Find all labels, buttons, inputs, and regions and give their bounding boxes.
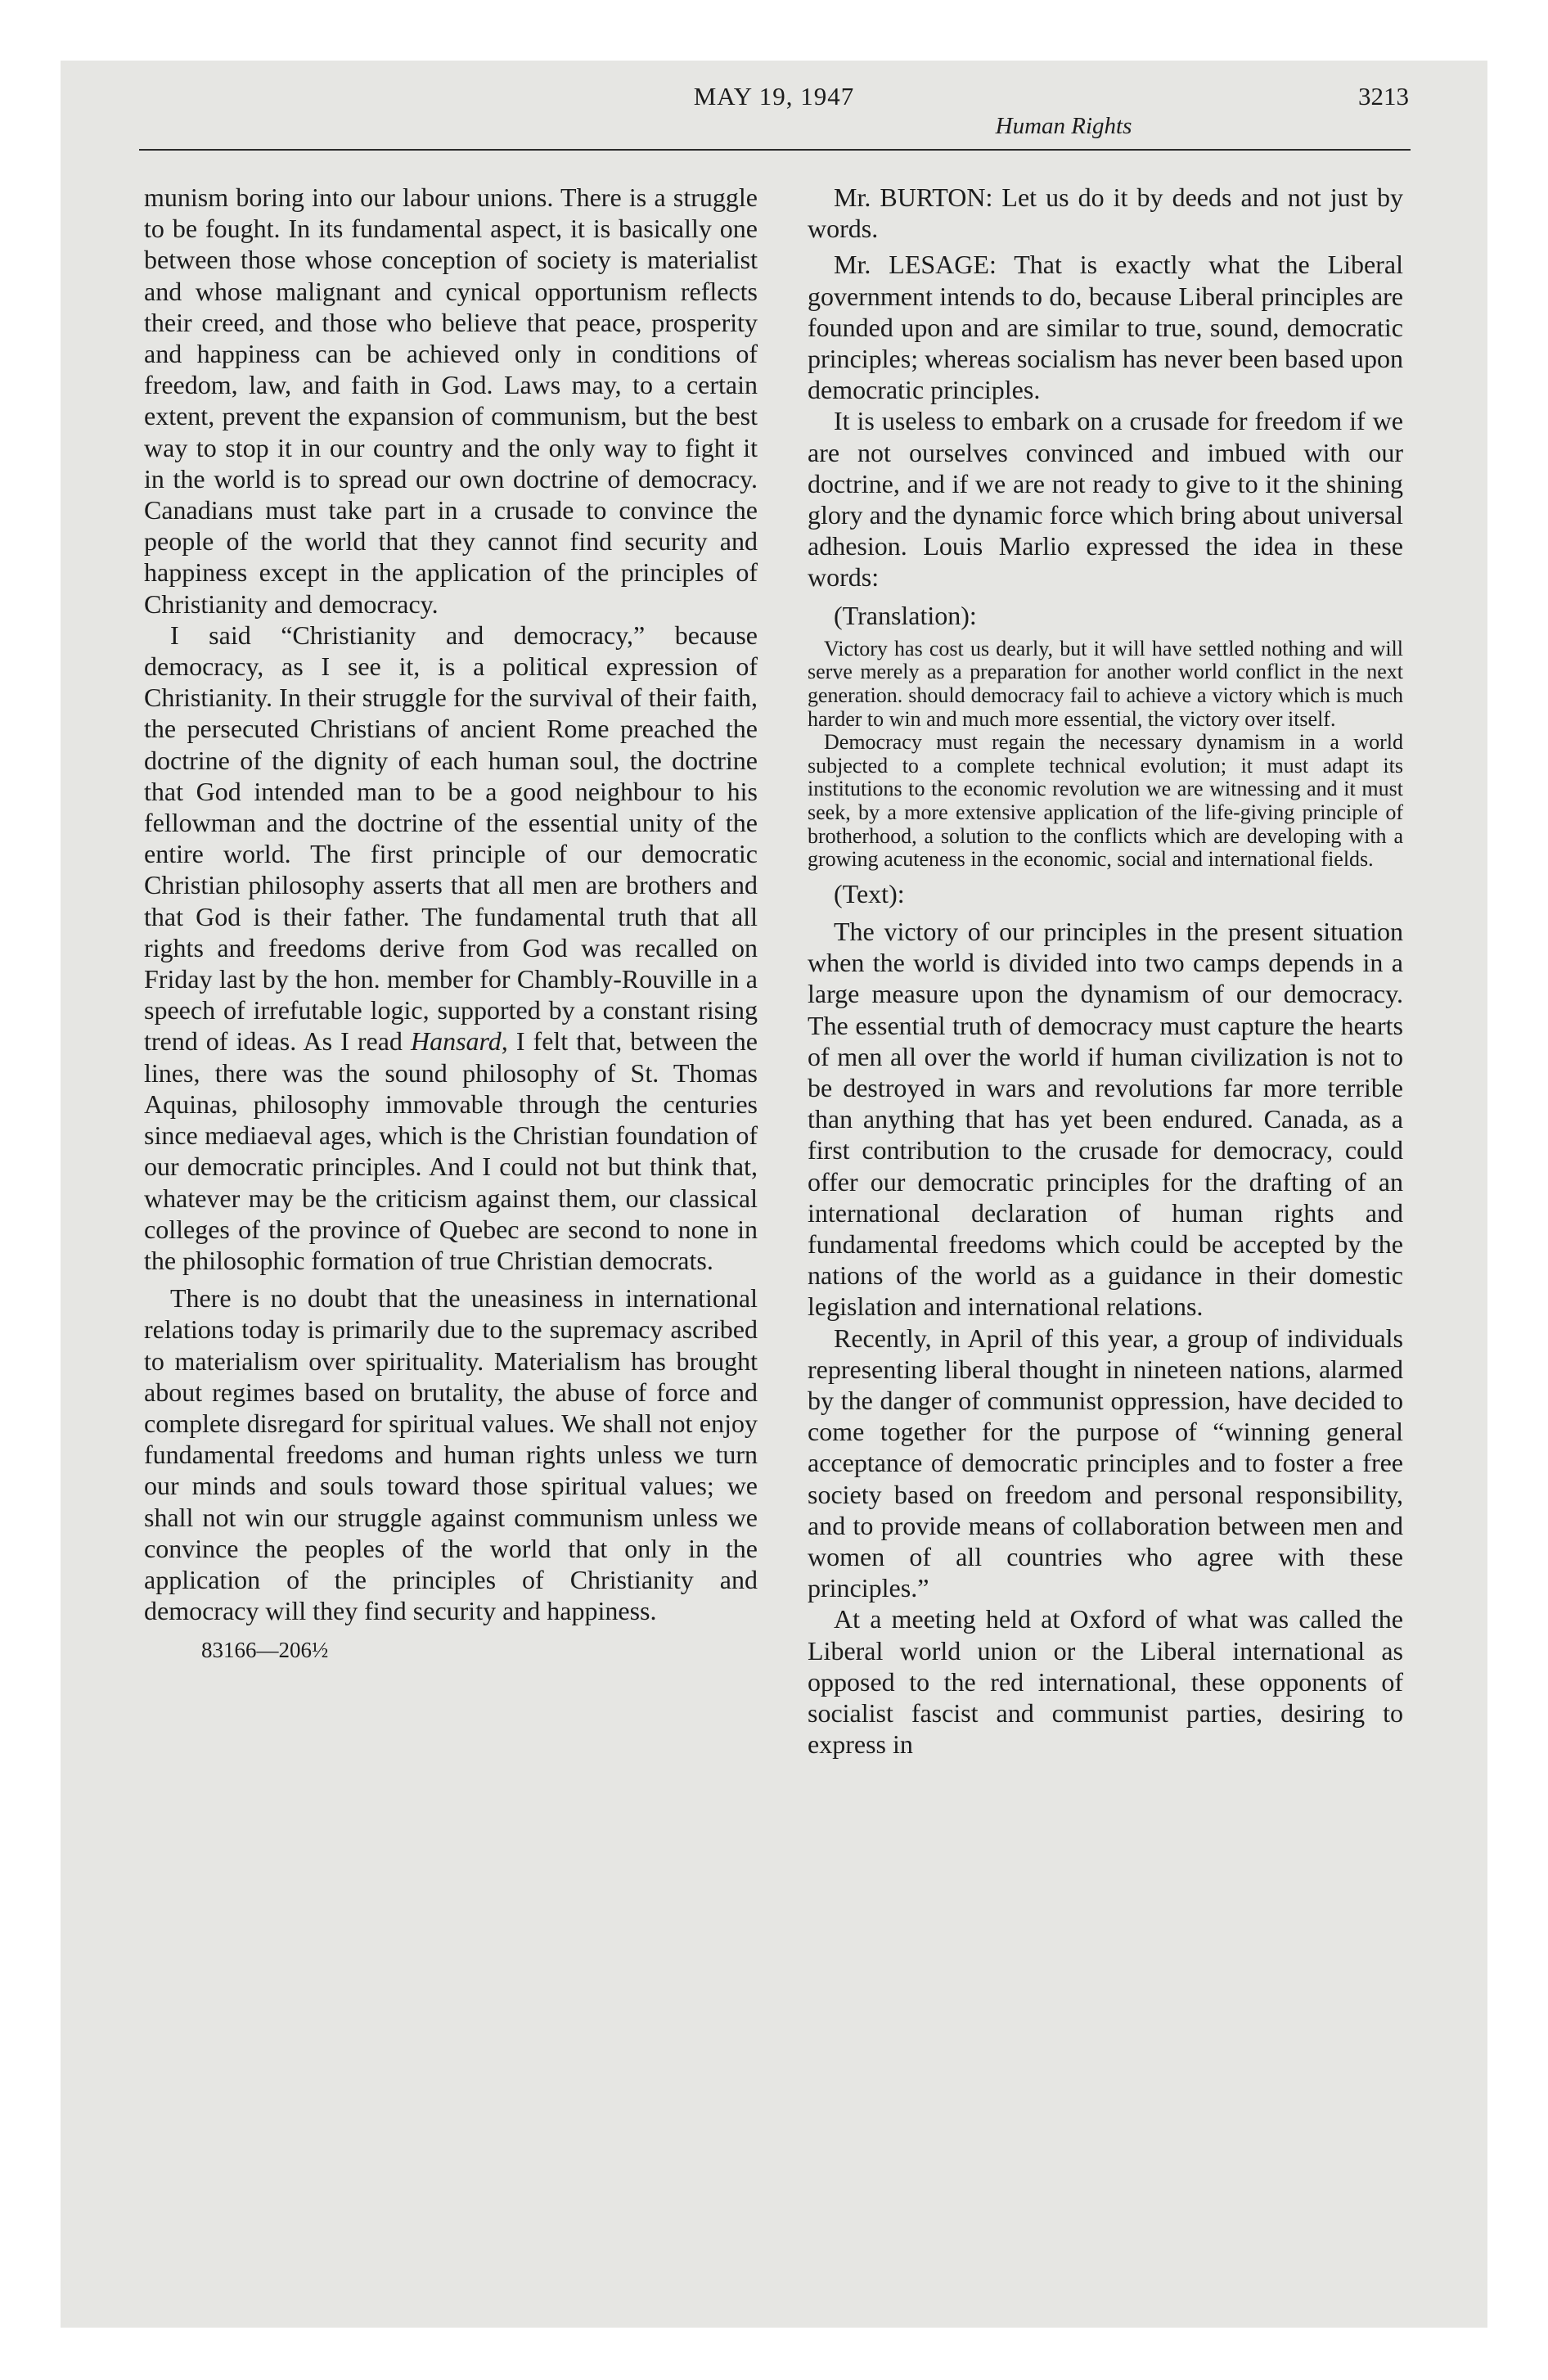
header-rule	[139, 149, 1411, 151]
right-paragraph-oxford: At a meeting held at Oxford of what was called the Liberal world union or the Liberal international as opposed to the red international, these opponents of socialist fascist and communist parties, desiring to express in	[808, 1604, 1403, 1760]
header-section-title: Human Rights	[995, 113, 1132, 139]
left-paragraph-3: There is no doubt that the uneasiness in international relations today is primarily due to the supremacy ascribed to materialism over spirituality. Materialism has brought about regimes based on brutality, the abuse of force and complete disregard for spiritual values. We shall not enjoy fundamental freedoms and human rights unless we turn our minds and souls toward those spiritual values; we shall not win our struggle against communism unless we convince the peoples of the world that only in the application of the principles of Christianity and democracy will they find security and happiness.	[144, 1283, 758, 1626]
left-paragraph-1: munism boring into our labour unions. There is a struggle to be fought. In its fundamental aspect, it is basically one between those whose conception of society is materialist and whose malignant and cynical opportunism reflects their creed, and those who believe that peace, prosperity and happiness can be achieved only in conditions of freedom, law, and faith in God. Laws may, to a certain extent, prevent the expansion of communism, but the best way to stop it in our country and the only way to fight it in the world is to spread our own doctrine of democracy. Canadians must take part in a crusade to convince the people of the world that they cannot find security and happiness except in the application of the principles of Christianity and democracy.	[144, 183, 758, 619]
text-label: (Text):	[834, 878, 905, 908]
quote-paragraph-1: Victory has cost us dearly, but it will have settled nothing and will serve merely as a preparation for another world conflict in the next generation. should democracy fail to achieve a victory which is much harder to win and much more essential, the victory over itself.	[808, 636, 1403, 731]
hansard-italic: Hansard,	[410, 1026, 508, 1057]
right-paragraph-victory: The victory of our principles in the present situation when the world is divided into two camps depends in a large measure upon the dynamism of our democracy. The essential truth of democracy must capture the hearts of men all over the world if human civilization is not to be destroyed in wars and revolutions far more terrible than anything that has yet been endured. Canada, as a first contribution to the crusade for democracy, could offer our democratic principles for the drafting of an international declaration of human rights and fundamental freedoms which could be accepted by the nations of the world as a guidance in their domestic legislation and international relations.	[808, 916, 1403, 1322]
translation-label: (Translation):	[834, 600, 977, 630]
page-number: 3213	[1358, 82, 1409, 110]
right-paragraph-crusade: It is useless to embark on a crusade for freedom if we are not ourselves convinced and imbued with our doctrine, and if we are not ready to give to it the shining glory and the dynamic force which bring about universal adhesion. Louis Marlio expressed the idea in these words:	[808, 406, 1403, 593]
quote-paragraph-2: Democracy must regain the necessary dynamism in a world subjected to a complete technical evolution; it must adapt its institutions to the economic revolution we are witnessing and it must seek, by a more extensive application of the life-giving principle of brotherhood, a solution to the conflicts which are developing with a growing acuteness in the economic, social and international fields.	[808, 730, 1403, 872]
header-date: MAY 19, 1947	[693, 82, 855, 110]
right-paragraph-lesage: Mr. LESAGE: That is exactly what the Liberal government intends to do, because Liberal principles are founded upon and are similar to true, sound, democratic principles; whereas socialism has never been based upon democratic principles.	[808, 250, 1403, 405]
footnote: 83166—206½	[201, 1638, 329, 1663]
right-paragraph-burton: Mr. BURTON: Let us do it by deeds and not just by words.	[808, 183, 1403, 244]
right-paragraph-recently: Recently, in April of this year, a group of individuals representing liberal thought in nineteen nations, alarmed by the danger of communist oppression, have decided to come together for the purpose of “winning general acceptance of democratic principles and to foster a free society based on freedom and personal responsibility, and to provide means of collaboration between men and women of all countries who agree with these principles.”	[808, 1323, 1403, 1603]
left-paragraph-2-start: I said “Christianity and democracy,” because democracy, as I see it, is a political expression of Christianity. In their struggle for the survival of their faith, the persecuted Christians of ancient Rome preached the doctrine of the dignity of each human soul, the doctrine that God intended man to be a good neighbour to his fellowman and the doctrine of the essential unity of the entire world. The first principle of our democratic Christian philosophy asserts that all men are brothers and that God is their father. The fundamental truth that all rights and freedoms derive from God was recalled on Friday last by the hon. member for Chambly-Rouville in a speech of irrefutable logic, supported by a constant rising trend of ideas. As I read	[144, 620, 758, 1057]
left-paragraph-2-end: I felt that, between the lines, there was the sound philosophy of St. Thomas Aquinas, philosophy immovable through the centuries since mediaeval ages, which is the Christian foundation of our democratic principles. And I could not but think that, whatever may be the criticism against them, our classical colleges of the province of Quebec are second to none in the philosophic formation of true Christian democrats.	[144, 1026, 758, 1275]
right-column	[808, 182, 1403, 1760]
left-paragraph-2	[144, 620, 758, 1276]
left-column	[144, 182, 758, 1666]
